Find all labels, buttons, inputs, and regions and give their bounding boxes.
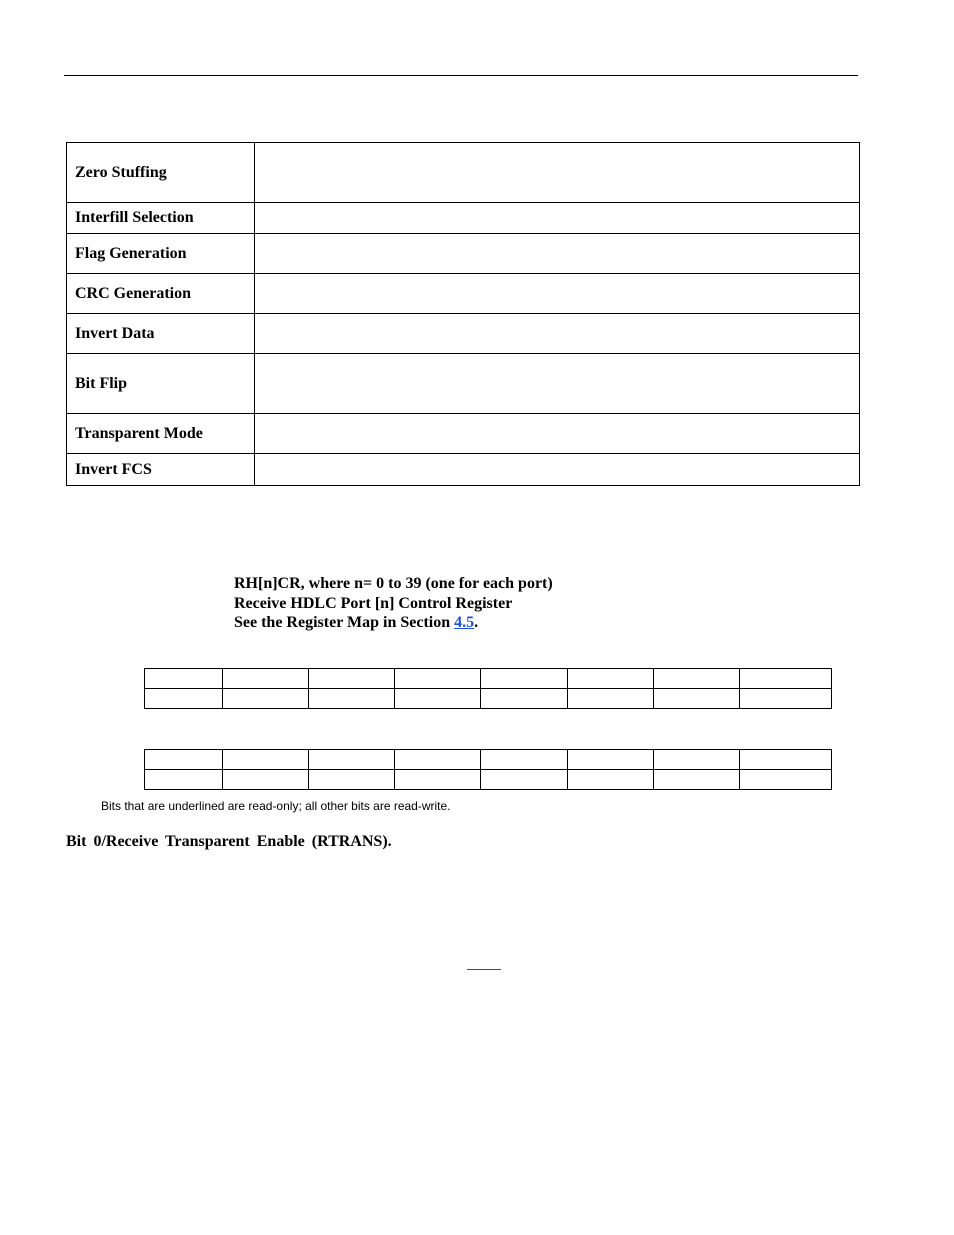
bit-default-row bbox=[145, 770, 832, 790]
bit-cell bbox=[223, 669, 309, 689]
table-row bbox=[67, 143, 860, 203]
table-row bbox=[67, 354, 860, 414]
feature-description bbox=[255, 143, 860, 203]
bit-table-upper bbox=[144, 668, 832, 709]
register-map-reference bbox=[234, 613, 553, 633]
feature-description bbox=[255, 274, 860, 314]
feature-description bbox=[255, 314, 860, 354]
table-row bbox=[67, 414, 860, 454]
bit-cell bbox=[567, 770, 653, 790]
bit-cell bbox=[653, 750, 739, 770]
top-rule bbox=[64, 75, 858, 76]
bit-cell bbox=[481, 669, 567, 689]
register-map-text: See the Register Map in Section bbox=[234, 614, 455, 631]
bit-cell bbox=[653, 689, 739, 709]
feature-label: CRC Generation bbox=[67, 274, 255, 314]
bit-table-lower bbox=[144, 749, 832, 790]
feature-label: Transparent Mode bbox=[67, 414, 255, 454]
bit-name-row bbox=[145, 669, 832, 689]
bit-description-heading: Bit 0/Receive Transparent Enable (RTRANS). bbox=[66, 833, 392, 850]
register-map-link[interactable]: 4.5 bbox=[454, 614, 475, 631]
bit-cell bbox=[309, 689, 395, 709]
feature-description bbox=[255, 414, 860, 454]
bit-cell bbox=[739, 770, 831, 790]
bit-cell bbox=[395, 689, 481, 709]
register-name: RH[n]CR, where n= 0 to 39 (one for each port) bbox=[234, 575, 553, 592]
bit-cell bbox=[653, 669, 739, 689]
bit-cell bbox=[567, 750, 653, 770]
bit-cell bbox=[223, 770, 309, 790]
bit-cell bbox=[145, 669, 223, 689]
feature-label: Zero Stuffing bbox=[67, 143, 255, 203]
register-map-suffix: . bbox=[474, 614, 479, 631]
table-row bbox=[67, 314, 860, 354]
bit-cell bbox=[395, 770, 481, 790]
bit-cell bbox=[309, 669, 395, 689]
table-row bbox=[67, 234, 860, 274]
bit-cell bbox=[739, 689, 831, 709]
feature-description bbox=[255, 203, 860, 234]
bit-cell bbox=[223, 689, 309, 709]
bit-cell bbox=[395, 669, 481, 689]
bit-cell bbox=[309, 770, 395, 790]
table-row bbox=[67, 454, 860, 486]
feature-label: Invert Data bbox=[67, 314, 255, 354]
feature-label: Interfill Selection bbox=[67, 203, 255, 234]
feature-table bbox=[66, 142, 860, 486]
feature-label: Invert FCS bbox=[67, 454, 255, 486]
bit-cell bbox=[739, 669, 831, 689]
bit-cell bbox=[395, 750, 481, 770]
feature-label: Bit Flip bbox=[67, 354, 255, 414]
bit-cell bbox=[481, 750, 567, 770]
register-title: Receive HDLC Port [n] Control Register bbox=[234, 594, 513, 612]
register-header bbox=[234, 574, 553, 633]
read-only-note: Bits that are underlined are read-only; all other bits are read-write. bbox=[101, 799, 451, 813]
feature-label: Flag Generation bbox=[67, 234, 255, 274]
bit-cell bbox=[145, 689, 223, 709]
bit-cell bbox=[567, 669, 653, 689]
table-row bbox=[67, 274, 860, 314]
feature-description bbox=[255, 454, 860, 486]
bit-cell bbox=[567, 689, 653, 709]
bit-cell bbox=[223, 750, 309, 770]
feature-description bbox=[255, 354, 860, 414]
bit-cell bbox=[145, 750, 223, 770]
bit-cell bbox=[653, 770, 739, 790]
bit-cell bbox=[739, 750, 831, 770]
bit-cell bbox=[481, 689, 567, 709]
table-row bbox=[67, 203, 860, 234]
hyperlink-underline[interactable] bbox=[467, 969, 501, 970]
bit-default-row bbox=[145, 689, 832, 709]
bit-cell bbox=[309, 750, 395, 770]
bit-name-row bbox=[145, 750, 832, 770]
feature-description bbox=[255, 234, 860, 274]
bit-cell bbox=[145, 770, 223, 790]
bit-cell bbox=[481, 770, 567, 790]
